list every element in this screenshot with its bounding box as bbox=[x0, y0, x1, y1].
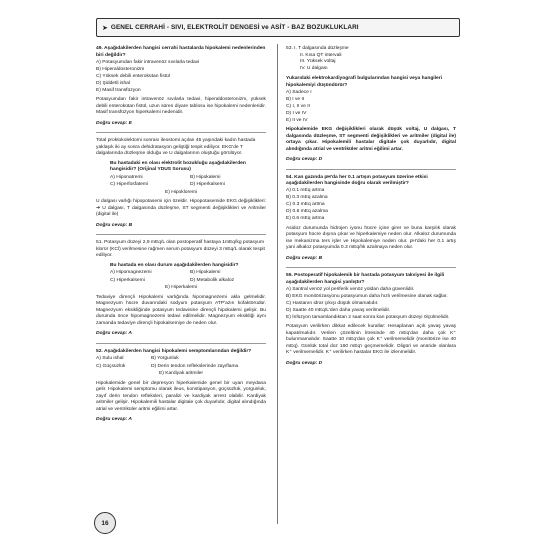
option: C) Hiperfosfatemi bbox=[110, 182, 149, 187]
option: B) Hipokalemi bbox=[190, 174, 221, 180]
separator bbox=[96, 234, 266, 235]
question-intro: 51. Potasyum düzeyi 2,9 mEq/L olan postoperatif hastaya 1mEq/kg potasyum klorür (KCl) verilmesine rağmen serum potasyum düzeyi 3 mEq/L olarak tespit ediliyor. bbox=[96, 240, 265, 258]
question-49 bbox=[96, 46, 266, 127]
option: E) Kardiyak aritmiler bbox=[158, 371, 204, 376]
question-stem: 52. Aşağıdakilerden hangisi hipokalemi semptomlarından değildir? bbox=[96, 348, 252, 354]
option: E) Masif transfüzyon bbox=[96, 87, 141, 93]
option: B) I ve II bbox=[286, 96, 305, 102]
option: E) İnfüzyon tamamlandıktan 2 saat sonra kan potasyum düzeyi ölçülmelidir. bbox=[286, 314, 450, 320]
column-divider bbox=[277, 44, 278, 524]
question-53 bbox=[286, 46, 456, 164]
page-number: 16 bbox=[94, 512, 116, 534]
option: D) Metabolik alkaloz bbox=[190, 277, 235, 283]
question-stem: Bu hastadaki en olası elektrolit bozukluğu aşağıdakilerden hangisidir? (Orijinal YDUS Sorusu) bbox=[110, 160, 246, 172]
explanation: Potasyumdan fakir intravenöz sıvılarla tedavi, hiperaldosteronizm, yüksek debili enterokütan fistül, uzun süren diyare tablosu ise hipokalemi nedenleridir. Masif transfüzyon hiperkalemi nedenidir. bbox=[96, 97, 266, 115]
option: D) Saatte 40 mEq/L'den daha yavaş verilmelidir. bbox=[286, 307, 391, 313]
answer: Doğru cevap: D bbox=[286, 360, 323, 366]
explanation: Asidoz durumunda hidrojen iyonu hücre içine girer ve buna karşılık olarak potasyum hücre dışına çıkar ve hiperkalemiye neden olur. Alkaloz durumunda ise mekanizma ters işler ve Hipokalemiye neden olur. pH'daki her 0.1 artış yani alkaloz potasyumda 0.3 mEq/lık azalmaya neden olur. bbox=[286, 225, 456, 250]
left-column bbox=[96, 46, 266, 429]
option: E) II ve IV bbox=[286, 117, 308, 123]
option: B) EKG monitörizasyonu potasyumun daha hızlı verilmesine olanak sağlar. bbox=[286, 293, 448, 299]
option: C) Hastanın idrar çıkışı düşük olmamalıdır. bbox=[286, 300, 379, 306]
option: B) Yorgunluk bbox=[151, 356, 179, 361]
item: II. Kısa QT intervali bbox=[300, 52, 342, 58]
question-stem: 49. Aşağıdakilerden hangisi cerrahi hastalarda hipokalemi nedenlerinden biri değildir? bbox=[96, 46, 266, 58]
chapter-header bbox=[96, 18, 460, 37]
option: A) Santral venöz yol periferik venöz yoldan daha güvenlidir. bbox=[286, 286, 415, 292]
option: A) Hipomagnezemi bbox=[110, 270, 152, 275]
option: B) Hipokalemi bbox=[190, 270, 221, 275]
option: D) I ve IV bbox=[286, 110, 307, 116]
options-grid bbox=[96, 175, 266, 189]
answer: Doğru cevap: A bbox=[96, 331, 132, 336]
question-stem: 55. Postoperatif hipokalemik bir hastada potasyum takviyesi ile ilgili aşağıdakilerden hangisi yanlıştır? bbox=[286, 273, 445, 285]
chapter-title: GENEL CERRAHİ - SIVI, ELEKTROLİT DENGESİ ve ASİT - BAZ BOZUKLUKLARI bbox=[110, 24, 359, 31]
explanation: Hipokalemide EKG değişiklikleri olarak düşük voltaj, U dalgası, T dalgasında düzleşme, ST segmenti değişiklikleri ve aritmiler (digital ile) ortaya çıkar. Hipokalemili hastalar digitale çok duyarlıdır, digital alındığında atrial ve ventriküler aritmi eğilimi artar. bbox=[286, 127, 456, 152]
question-55 bbox=[286, 273, 456, 367]
question-intro: Total proktokolektomi sonrası ileostomi açılan 45 yaşındaki kadın hastada yaklaşık iki ay sonra dehidratasyon geliştiği tespit ediliyor. EKG'de T dalgalarında düzleşme olduğu ve U dalgalarının oluştuğu görülüyor. bbox=[96, 138, 256, 156]
right-column bbox=[286, 46, 456, 372]
question-52 bbox=[96, 349, 266, 424]
option: C) 0.3 mEq artma bbox=[286, 202, 325, 207]
answer: Doğru cevap: B bbox=[96, 222, 133, 228]
option: E) Hiperkalemi bbox=[164, 285, 198, 290]
option: C) Yüksek debili enterokütan fistül bbox=[96, 73, 170, 79]
explanation: Hipokalemide genel bir depresyon hiperkalemide genel bir uyarı meydana gelir. Hipokalemi semptomu olarak ileus, konstipasyon, güçsüzlük, yorgunluk, zayıf derin tendon refleksleri, paralizi ve kardiyak arrest olabilir. Kardiyak aritmiler gelişir. Hipokalemili hastalar digitale çok duyarlıdır, digital alındığında atrial ve ventriküler aritmi eğilimi artar. bbox=[96, 380, 266, 412]
option: B) 0.3 mEq azalma bbox=[286, 195, 328, 200]
option: C) Güçsüzlük bbox=[96, 363, 126, 369]
separator bbox=[96, 132, 266, 133]
option: A) 0.1 mEq artma bbox=[286, 188, 325, 193]
page bbox=[96, 18, 458, 534]
option: D) Şiddetli ishal bbox=[96, 80, 130, 86]
separator bbox=[286, 267, 456, 268]
option: A) Sadece I bbox=[286, 89, 312, 95]
question-54 bbox=[286, 175, 456, 263]
question-stem: 54. Kan gazında pH'da her 0.1 artışın potasyum üzerine etkisi aşağıdakilerden hangisinde doğru olarak verilmiştir? bbox=[286, 174, 428, 186]
option: E) 0.6 mEq artma bbox=[286, 216, 325, 221]
options-grid bbox=[96, 270, 266, 284]
question-51 bbox=[96, 240, 266, 338]
option: A) Potasyumdan fakir intravenöz sıvılarla tedavi bbox=[96, 59, 200, 65]
option: D) Hiperkalsemi bbox=[190, 182, 225, 187]
option: C) Hiperkalsemi bbox=[110, 277, 145, 283]
answer: Doğru cevap: D bbox=[286, 157, 323, 162]
question-50 bbox=[96, 138, 266, 229]
separator bbox=[96, 343, 266, 344]
question-stem: Yukarıdaki elektrokardiyografi bulgularından hangisi veya hangileri hipokalemiyi düşündürür? bbox=[286, 76, 443, 88]
item: 53. I. T dalgasında düzleşme bbox=[286, 46, 349, 51]
option: C) I, II ve II bbox=[286, 103, 310, 109]
explanation: Tedaviye dirençli Hipokalemi varlığında hipomagnezemi akla gelmelidir. Magnezyum hücre duvarındaki sodyum potasyum ATP'azın kofaktörüdür. Magnezyum eksikliğinde potasyum tedavisine dirençli hipokalemi gelişir. Bu durumda önce hipomagnezemi tedavi edilmelidir. Magnezyum eksikliği aynı zamanda tedaviye dirençli hipokalsemiye de neden olur. bbox=[96, 294, 266, 326]
separator bbox=[286, 169, 456, 170]
options-grid bbox=[96, 356, 266, 370]
answer: Doğru cevap: B bbox=[286, 255, 323, 261]
answer: Doğru cevap: E bbox=[96, 120, 132, 126]
option: B) Hiperaldosteronizm bbox=[96, 66, 145, 72]
option: D) 0.6 mEq azalma bbox=[286, 209, 328, 214]
answer: Doğru cevap: A bbox=[96, 417, 132, 422]
option: A) Hiponatremi bbox=[110, 174, 143, 180]
option: A) Sulu ishal bbox=[96, 356, 124, 361]
option: D) Derin tendon reflekslerinde zayıflama bbox=[151, 363, 239, 369]
explanation: U dalgası varlığı hipopotasemi için özeldir. Hipopotasemide EKG değişiklikleri: ➔ U dalgası, T dalgasında düzleşme, ST segmenti değişiklikleri ve Aritmiler (digital ile) bbox=[96, 199, 266, 217]
question-stem: Bu hastada en olası durum aşağıdakilerden hangisidir? bbox=[110, 262, 239, 268]
item: III. Yüksek voltaj bbox=[300, 59, 336, 64]
option: E) Hipokloremi bbox=[164, 189, 198, 195]
chevron-right-icon: ➤ bbox=[102, 24, 108, 32]
item: IV. U dalgası bbox=[300, 65, 328, 71]
explanation: Potasyum verilirken dikkat edilecek kurallar: Hesaplanan açık yavaş yavaş kapatılmalıdır. Verilen çözeltinin litresinde 40 mEq'dan daha çok K⁺ bulunmamalıdır. Saatte 10 mEq'dan çok K⁺ verilmemelidir (monitörize ise 40 mEq). Günlük total doz 160 mEq'ı geçmemelidir. Oligüri ve anüride olanlara K⁺ verilmemelidir. K⁺ verilirken hastalar EKG ile izlenmelidir. bbox=[286, 324, 456, 355]
